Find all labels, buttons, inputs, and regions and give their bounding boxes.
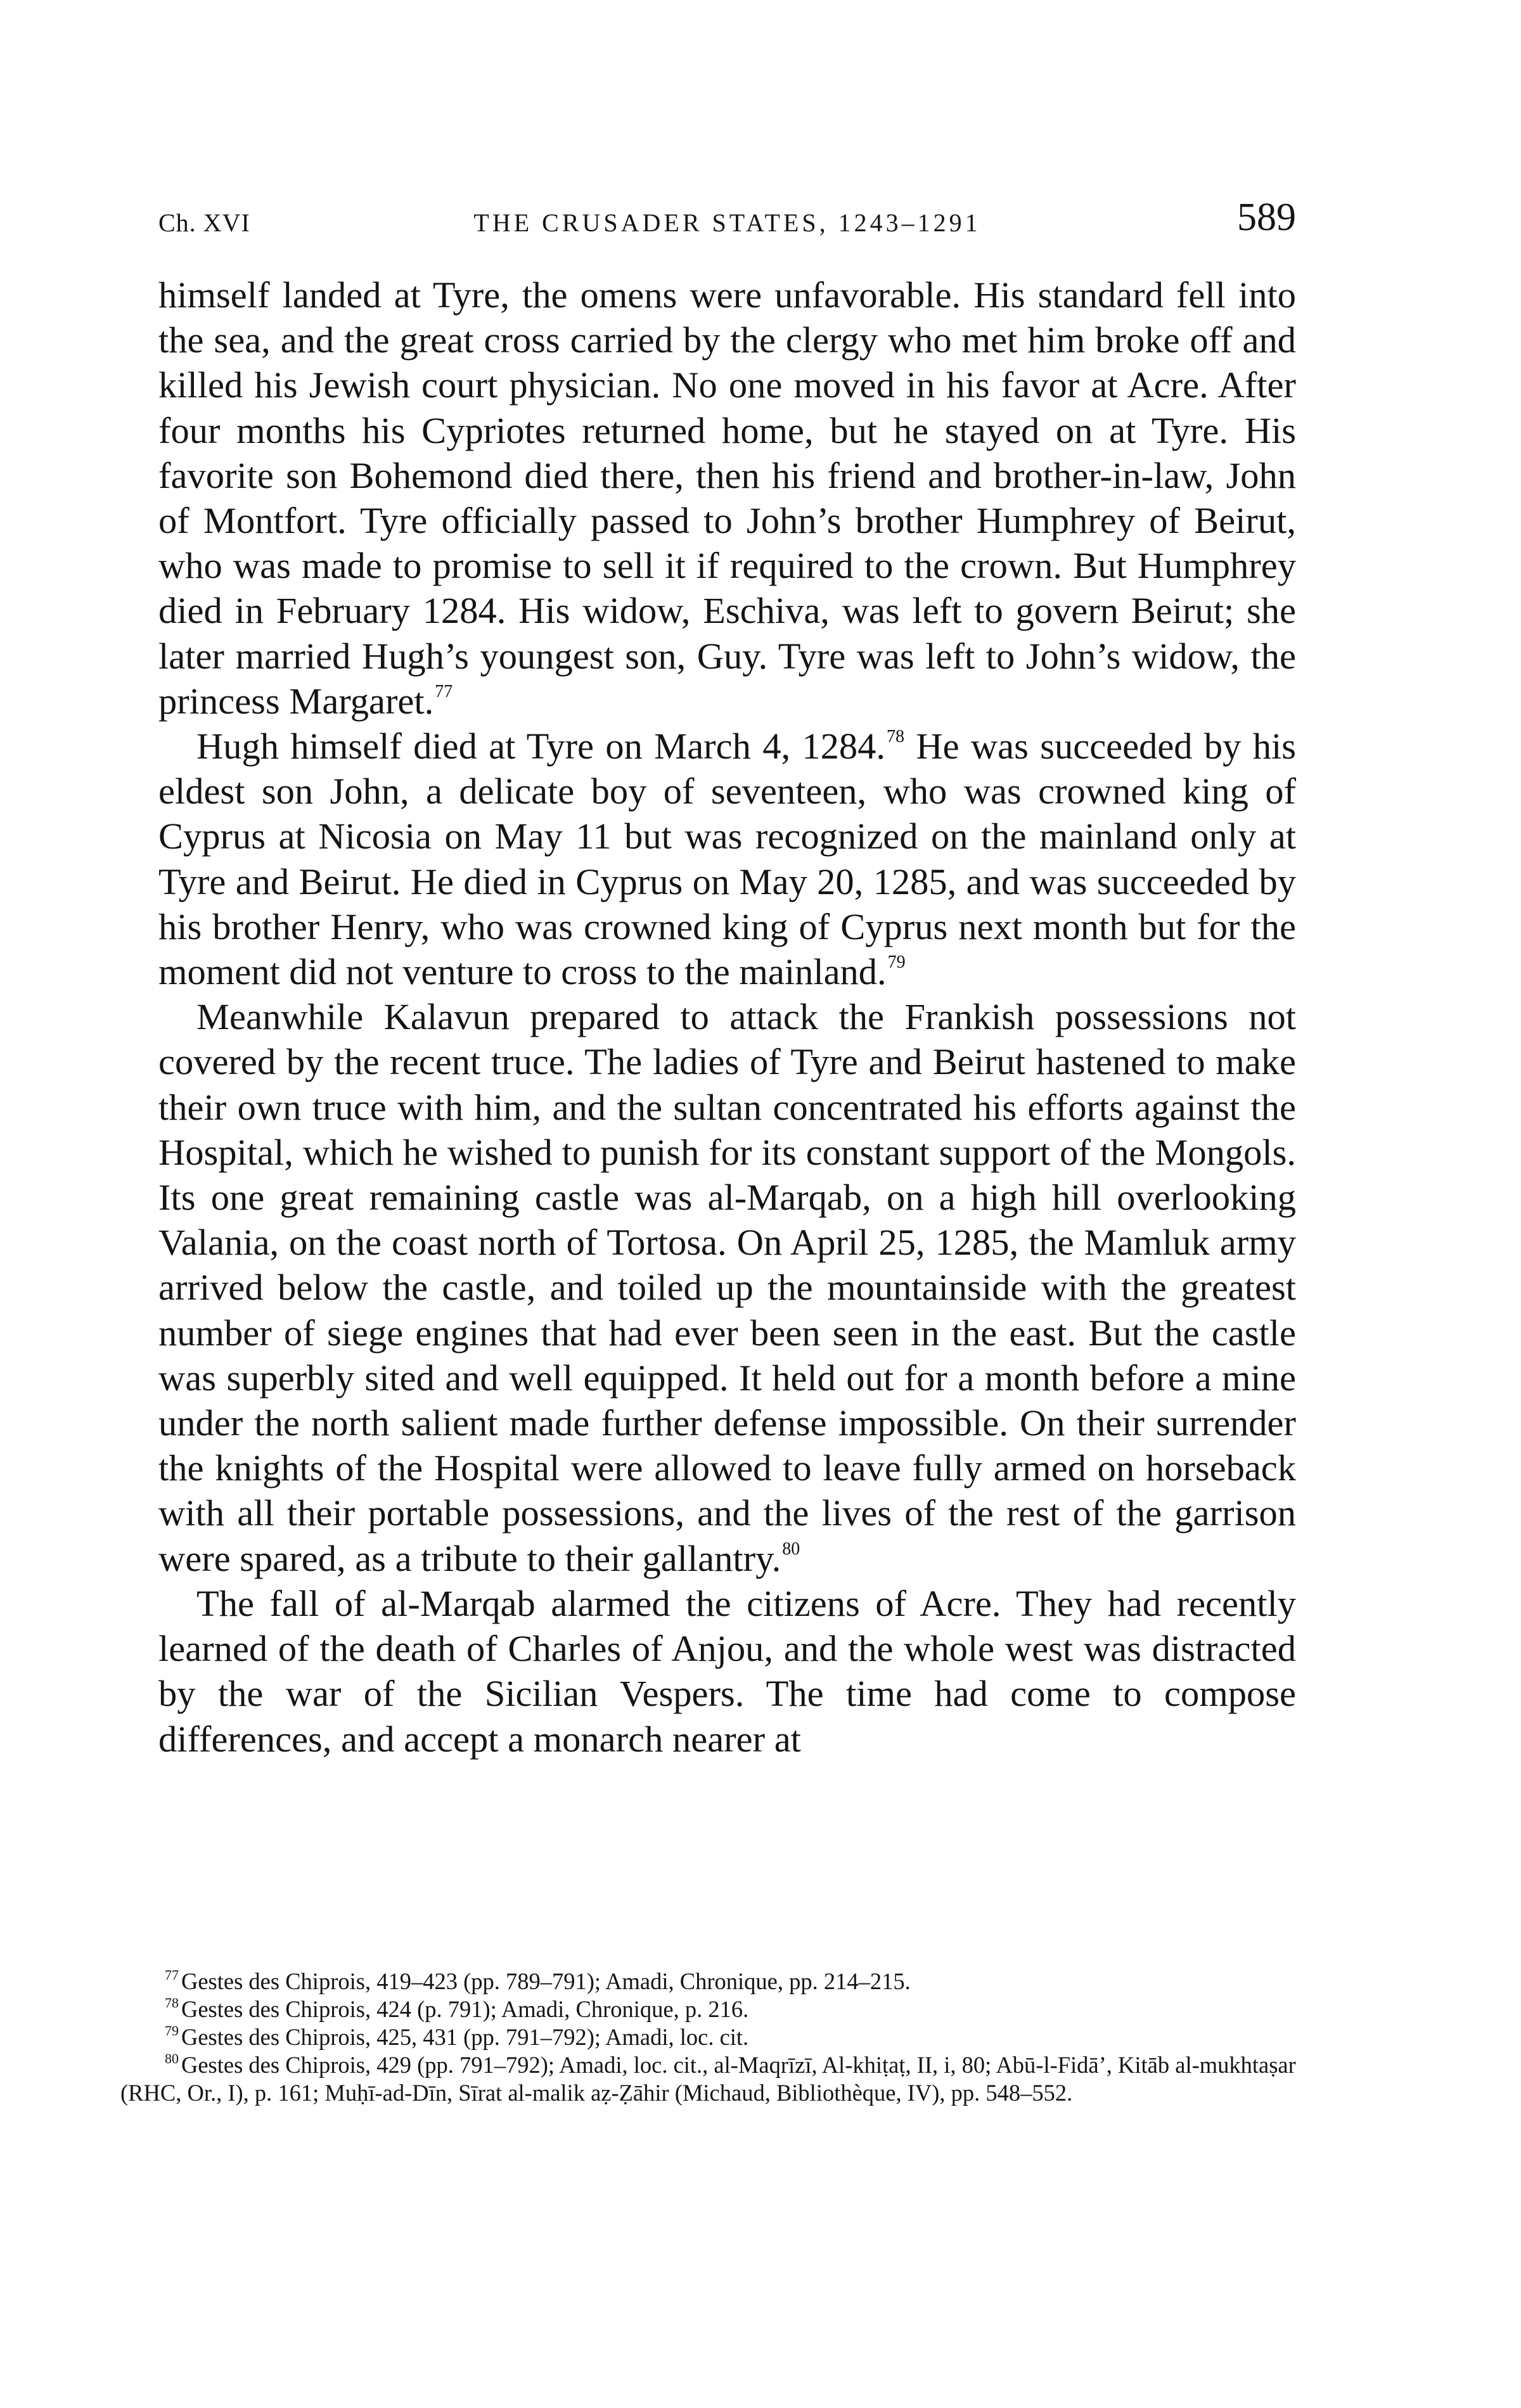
paragraph: [158, 1581, 1296, 1762]
footnote-number: 77: [165, 1967, 179, 1983]
footnote-text: Gestes des Chiprois, 429 (pp. 791–792); Amadi, loc. cit., al-Maqrīzī, Al-khiṭaṭ, II, i, 80; Abū-l-Fidā’, Kitāb al-mukhtaṣar (RHC, Or., I), p. 161; Muḥī-ad-Dīn, Sīrat al-malik aẓ-Ẓāhir (Michaud, Bibliothèque, IV), pp. 548–552.: [120, 2052, 1296, 2106]
footnote-number: 78: [165, 1995, 179, 2011]
running-head: [158, 195, 1296, 252]
footnote-text: Gestes des Chiprois, 419–423 (pp. 789–791); Amadi, Chronique, pp. 214–215.: [181, 1968, 911, 1994]
paragraph-text: He was succeeded by his eldest son John, a delicate boy of seventeen, who was crowned king of Cyprus at Nicosia on May 11 but was recognized on the mainland only at Tyre and Beirut. He died in Cyprus on May 20, 1285, and was succeeded by his brother Henry, who was crowned king of Cyprus next month but for the moment did not venture to cross to the mainland.: [158, 726, 1296, 993]
footnote: [120, 2023, 1299, 2051]
footnote-number: 79: [165, 2023, 179, 2039]
footnote-reference: 77: [435, 681, 453, 701]
paragraph-text: Meanwhile Kalavun prepared to attack the Frankish possessions not covered by the recent truce. The ladies of Tyre and Beirut hastened to make their own truce with him, and the sultan concentrated his efforts against the Hospital, which he wished to punish for its constant support of the Mongols. Its one great remaining castle was al-Marqab, on a high hill overlooking Valania, on the coast north of Tortosa. On April 25, 1285, the Mamluk army arrived below the castle, and toiled up the mountainside with the greatest number of siege engines that had ever been seen in the east. But the castle was superbly sited and well equipped. It held out for a month before a mine under the north salient made further defense impossible. On their surrender the knights of the Hospital were allowed to leave fully armed on horseback with all their portable possessions, and the lives of the rest of the garrison were spared, as a tribute to their gallantry.: [158, 996, 1296, 1579]
footnote-reference: 80: [782, 1539, 800, 1559]
footnote-reference: 78: [887, 727, 905, 747]
footnote-text: Gestes des Chiprois, 424 (p. 791); Amadi, Chronique, p. 216.: [181, 1996, 749, 2022]
paragraph: [158, 272, 1296, 724]
paragraph-text: The fall of al-Marqab alarmed the citizens of Acre. They had recently learned of the death of Charles of Anjou, and the whole west was distracted by the war of the Sicilian Vespers. The time had come to compose differences, and accept a monarch nearer at: [158, 1582, 1296, 1760]
chapter-label: Ch. XVI: [158, 208, 250, 237]
page-number: 589: [1237, 196, 1296, 239]
footnote-reference: 79: [887, 952, 906, 973]
paragraph-text: Hugh himself died at Tyre on March 4, 1284.: [196, 726, 886, 767]
running-title: THE CRUSADER STATES, 1243–1291: [473, 208, 981, 237]
footnotes: [120, 1968, 1299, 2107]
footnote: [120, 1968, 1299, 1995]
paragraph: [158, 994, 1296, 1581]
footnote: [120, 1995, 1299, 2023]
footnote: [120, 2051, 1299, 2107]
footnote-text: Gestes des Chiprois, 425, 431 (pp. 791–792); Amadi, loc. cit.: [181, 2024, 749, 2050]
paragraph-text: himself landed at Tyre, the omens were unfavorable. His standard fell into the sea, and the great cross carried by the clergy who met him broke off and killed his Jewish court physician. No one moved in his favor at Acre. After four months his Cypriotes returned home, but he stayed on at Tyre. His favorite son Bohemond died there, then his friend and brother-in-law, John of Montfort. Tyre officially passed to John’s brother Humphrey of Beirut, who was made to promise to sell it if required to the crown. But Humphrey died in February 1284. His widow, Eschiva, was left to govern Beirut; she later married Hugh’s youngest son, Guy. Tyre was left to John’s widow, the princess Margaret.: [158, 274, 1296, 722]
paragraph: [158, 724, 1296, 994]
footnote-number: 80: [165, 2051, 179, 2066]
body-text: [158, 272, 1296, 1762]
